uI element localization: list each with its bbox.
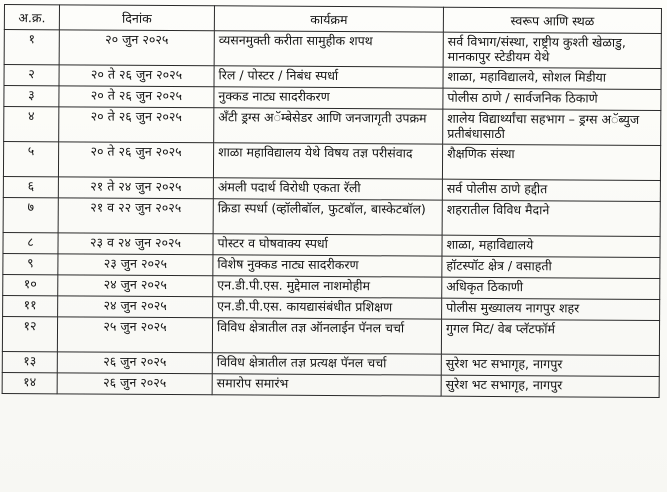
serial-no-cell: ७	[3, 197, 58, 232]
program-cell: शाळा महाविद्यालय येथे विषय तज्ञ परीसंवाद	[213, 143, 442, 179]
serial-no-cell: १२	[2, 316, 57, 351]
table-row	[3, 197, 660, 236]
program-cell: विविध क्षेत्रातील तज्ञ प्रत्यक्ष पॅनल चर्चा	[212, 353, 441, 375]
date-cell: २४ जुन २०२५	[58, 275, 213, 297]
header-nature-and-place: स्वरूप आणि स्थळ	[443, 7, 661, 33]
date-cell: २० ते २६ जुन २०२५	[58, 142, 213, 178]
serial-no-cell: ५	[3, 142, 58, 177]
program-cell: अँटी ड्रग्स अॅम्बेसेडर आणि जनजागृती उपक्रम	[214, 108, 443, 144]
program-cell: रिल / पोस्टर / निबंध स्पर्धा	[214, 66, 443, 88]
program-cell: नुक्कड नाट्य सादरीकरण	[214, 87, 443, 109]
table-row	[2, 372, 659, 397]
date-cell: २० ते २६ जुन २०२५	[59, 107, 214, 143]
date-cell: २६ जुन २०२५	[57, 373, 212, 395]
date-cell: २३ व २४ जुन २०२५	[58, 233, 213, 255]
place-cell: शाळा, महाविद्यालये	[442, 235, 660, 257]
date-cell: २० जुन २०२५	[59, 30, 214, 66]
serial-no-cell: ३	[4, 86, 59, 107]
program-cell: एन.डी.पी.एस. मुद्देमाल नाशमोहीम	[213, 276, 442, 298]
serial-no-cell: १०	[3, 274, 58, 295]
program-cell: एन.डी.पी.एस. कायद्यासंबंधीत प्रशिक्षण	[213, 297, 442, 319]
place-cell: शालेय विद्यार्थ्यांचा सहभाग – ड्रग्स अॅब्युज प्रतीबंधासाठी	[443, 109, 661, 145]
table-row	[4, 30, 661, 69]
date-cell: २४ जुन २०२५	[58, 296, 213, 318]
date-cell: २५ जुन २०२५	[57, 317, 212, 353]
serial-no-cell: ९	[3, 253, 58, 274]
place-cell: सर्व विभाग/संस्था, राष्ट्रीय कुश्ती खेळाडु, मानकापुर स्टेडीयम येथे	[443, 32, 661, 68]
serial-no-cell: ६	[3, 176, 58, 197]
serial-no-cell: २	[4, 65, 59, 86]
serial-no-cell: १४	[2, 372, 57, 393]
date-cell: २३ जुन २०२५	[58, 254, 213, 276]
place-cell: पोलीस ठाणे / सार्वजनिक ठिकाणे	[443, 88, 661, 110]
program-cell: विशेष नुक्कड नाट्य सादरीकरण	[213, 255, 442, 277]
program-cell: समारोप समारंभ	[212, 374, 441, 396]
place-cell: शैक्षणिक संस्था	[442, 144, 660, 180]
place-cell: गुगल मिट/ वेब प्लॅटफॉर्म	[441, 319, 659, 355]
place-cell: हॉटस्पॉट क्षेत्र / वसाहती	[442, 256, 660, 278]
serial-no-cell: ८	[3, 232, 58, 253]
place-cell: शाळा, महाविद्यालये, सोशल मिडीया	[443, 67, 661, 89]
place-cell: सर्व पोलीस ठाणे हद्दीत	[442, 179, 660, 201]
date-cell: २६ जुन २०२५	[57, 352, 212, 374]
place-cell: पोलीस मुख्यालय नागपुर शहर	[442, 298, 660, 320]
serial-no-cell: १	[4, 30, 59, 65]
schedule-table	[2, 4, 662, 398]
place-cell: अधिकृत ठिकाणी	[442, 277, 660, 299]
program-cell: क्रिडा स्पर्धा (व्हॉलीबॉल, फुटबॉल, बास्केटबॉल)	[213, 199, 442, 235]
serial-no-cell: १३	[2, 351, 57, 372]
program-cell: पोस्टर व घोषवाक्य स्पर्धा	[213, 234, 442, 256]
serial-no-cell: ११	[3, 295, 58, 316]
serial-no-cell: ४	[4, 107, 59, 142]
table-row	[2, 316, 659, 355]
place-cell: शहरातील विविध मैदाने	[442, 200, 660, 236]
place-cell: सुरेश भट सभागृह, नागपुर	[441, 375, 659, 397]
table-row	[4, 107, 661, 146]
date-cell: २० ते २६ जुन २०२५	[59, 65, 214, 87]
table-row	[3, 142, 660, 181]
header-date: दिनांक	[59, 5, 214, 31]
date-cell: २१ ते २४ जुन २०२५	[58, 177, 213, 199]
program-cell: विविध क्षेत्रातील तज्ञ ऑनलाईन पॅनल चर्चा	[212, 318, 441, 354]
date-cell: २१ व २२ जुन २०२५	[58, 198, 213, 234]
header-serial-no: अ.क्र.	[4, 5, 59, 30]
header-program: कार्यक्रम	[214, 6, 443, 32]
place-cell: सुरेश भट सभागृह, नागपुर	[441, 354, 659, 376]
date-cell: २० ते २६ जुन २०२५	[59, 86, 214, 108]
program-cell: अंमली पदार्थ विरोधी एकता रॅली	[213, 178, 442, 200]
program-cell: व्यसनमुक्ती करीता सामुहीक शपथ	[214, 31, 443, 67]
